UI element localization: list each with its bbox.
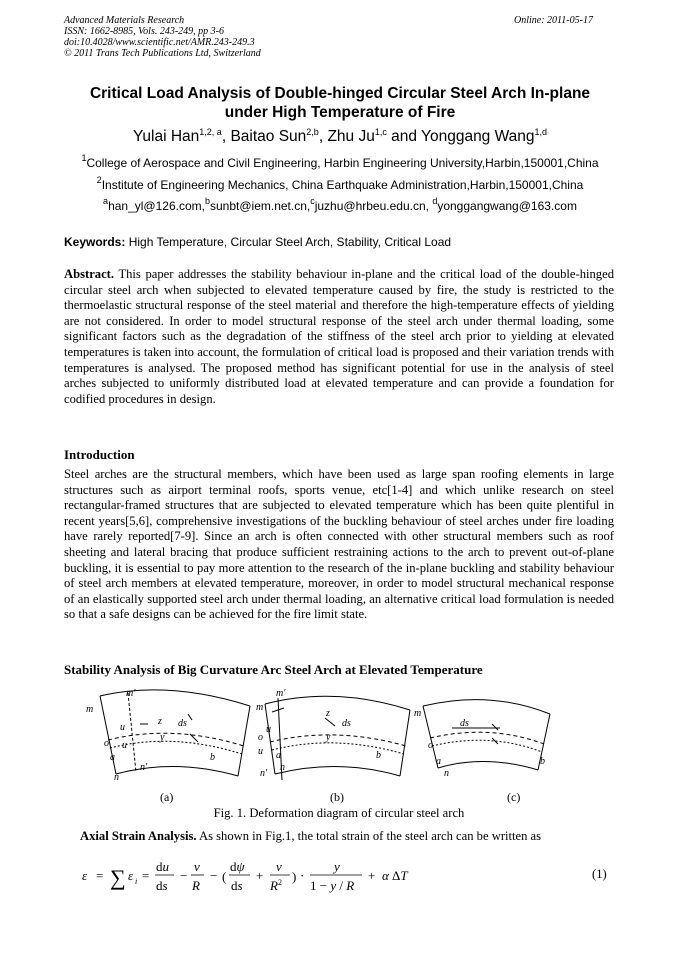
abstract: [64, 267, 614, 407]
label-u: u: [120, 722, 125, 733]
svg-text:R2: $R^2$: [270, 878, 282, 893]
label-m-prime: m′: [276, 688, 286, 699]
author-separator: ,: [318, 128, 328, 145]
svg-text:∑: ∑: [110, 865, 126, 890]
label-uy: u: [122, 740, 127, 751]
email-superscript: a: [103, 196, 109, 206]
equation-1: [80, 855, 620, 900]
svg-text:ds: ds: [231, 878, 243, 893]
abstract-label: Abstract.: [64, 267, 115, 281]
author-superscript: 1,c: [374, 127, 387, 137]
label-m: m: [414, 708, 422, 719]
author-name: Zhu Ju: [327, 128, 375, 145]
svg-text:+: +: [256, 868, 264, 883]
label-n: n: [280, 762, 285, 773]
label-a: a: [276, 750, 281, 761]
author-name: Yulai Han: [132, 128, 200, 145]
label-n: n: [444, 768, 449, 779]
label-uy: u: [258, 746, 263, 757]
author-superscript: 1,d: [534, 127, 548, 137]
email-link[interactable]: sunbt@iem.net.cn,: [209, 199, 311, 213]
issn-line: ISSN: 1662-8985, Vols. 243-249, pp 3-6: [64, 26, 224, 37]
label-b: b: [210, 752, 215, 763]
axial-text: As shown in Fig.1, the total strain of the steel arch can be written as: [196, 829, 542, 843]
online-date: Online: 2011-05-17: [514, 15, 593, 26]
svg-text:v: v: [276, 859, 282, 874]
author-superscript: 1,2, a: [199, 127, 222, 137]
svg-text:−: −: [180, 868, 188, 883]
label-ds: ds: [342, 718, 351, 729]
email-list: [40, 196, 640, 214]
svg-text:ds: ds: [156, 878, 168, 893]
author-name: Yonggang Wang: [421, 128, 535, 145]
axial-label: Axial Strain Analysis.: [80, 829, 197, 843]
affiliation-2: [40, 175, 640, 193]
label-z: z: [326, 708, 330, 719]
svg-text:ε: ε: [128, 868, 134, 883]
svg-text:du: du: [156, 859, 169, 874]
label-m: m: [86, 704, 94, 715]
email-superscript: b: [204, 196, 210, 206]
doi-line: doi:10.4028/www.scientific.net/AMR.243-249.3: [64, 37, 255, 48]
intro-text: Steel arches are the structural members, which have been used as large span roofing elements in large structures such as airport terminal roofs, sports venue, etc[1-4] and which unlike research on steel rectangular-framed structures that are subjected to elevated temperature which has been quite plentiful in recent years[5,6], comprehensive investigations of the buckling behaviour of steel arches under fire loading have rarely reported[7-9]. Since an arch is often connected with other structural members such as roof sheeting and lateral bracing that produce sufficient restraining actions to the arch to prevent out-of-plane buckling, it is essential to pay more attention to the research of the in-plane buckling and stability behaviour of steel arch members at elevated temperature, moreover, in order to model structural mechanical response of an elastically supported steel arch under thermal loading, an alternative critical load formulation is needed so that a safe designs can be achieved for the fire limit state.: [64, 467, 614, 622]
label-u: u: [266, 724, 271, 735]
svg-text:·: ·: [300, 868, 305, 883]
email-link[interactable]: yonggangwang@163.com: [437, 199, 577, 213]
equation-number: (1): [592, 867, 607, 881]
label-y: y: [326, 732, 331, 743]
section-heading: Stability Analysis of Big Curvature Arc Steel Arch at Elevated Temperature: [64, 662, 483, 677]
axial-strain-paragraph: [80, 829, 541, 844]
author-list: [40, 128, 640, 146]
keywords: [64, 235, 451, 249]
svg-text:ΔT: ΔT: [392, 868, 408, 883]
svg-text:R: R: [192, 878, 200, 893]
affiliation-superscript: 1: [81, 153, 87, 163]
label-z: z: [158, 716, 162, 727]
label-ds: ds: [178, 718, 187, 729]
svg-text:): ): [292, 869, 297, 884]
svg-text:=: =: [142, 868, 150, 883]
subfig-label-c: (c): [507, 790, 521, 804]
intro-heading: Introduction: [64, 447, 135, 462]
subfig-c-arch: [423, 700, 550, 770]
label-n: n: [114, 772, 119, 783]
svg-text:dψ: dψ: [230, 859, 245, 874]
label-a: a: [110, 752, 115, 763]
figure-caption: Fig. 1. Deformation diagram of circular steel arch: [213, 806, 465, 820]
journal-header: [64, 15, 261, 59]
email-superscript: d: [432, 196, 438, 206]
label-m-prime: m′: [126, 688, 136, 699]
copyright-line: © 2011 Trans Tech Publications Ltd, Switzerland: [64, 48, 261, 59]
abstract-text: This paper addresses the stability behaviour in-plane and the critical load of the double-hinged circular steel arch when subjected to elevated temperature caused by fire, the study is restricted to the thermoelastic structural response of the steel material and therefore the high-temperature effects of yielding are not considered. In order to model structural response of the steel arch under thermal loading, some significant factors such as the degradation of the stiffness of the steel arch prior to yielding at elevated temperatures is taken into account, the formulation of critical load is proposed and their variation trends with temperatures is analysed. The proposed method has significant potential for use in the analysis of steel arches subjected to uniformly distributed load at elevated temperature and can provide a foundation for codified procedures in design.: [64, 267, 614, 406]
label-o: o: [428, 740, 433, 751]
label-m: m: [256, 702, 264, 713]
label-b: b: [376, 750, 381, 761]
author-superscript: 2,b: [306, 127, 319, 137]
svg-text:ε: ε: [82, 868, 88, 883]
label-n-prime: n′: [140, 762, 148, 773]
svg-text:i: i: [135, 877, 138, 886]
subfig-label-b: (b): [330, 790, 344, 804]
svg-text:(: (: [222, 869, 227, 884]
svg-text:v: v: [194, 859, 200, 874]
paper-title: [60, 84, 620, 122]
label-ds: ds: [460, 718, 469, 729]
journal-name: Advanced Materials Research: [64, 15, 185, 26]
author-separator: and: [386, 128, 422, 145]
subfig-label-a: (a): [160, 790, 174, 804]
label-y: y: [160, 732, 165, 743]
affiliation-text: College of Aerospace and Civil Engineering, Harbin Engineering University,Harbin,150001,China: [86, 156, 599, 170]
author-name: Baitao Sun: [230, 128, 307, 145]
label-o: o: [104, 738, 109, 749]
title-line-2: under High Temperature of Fire: [224, 104, 456, 121]
deformation-diagram: [80, 684, 600, 796]
affiliation-superscript: 2: [96, 175, 102, 185]
svg-text:y: y: [334, 859, 340, 874]
svg-text:α: α: [382, 868, 389, 883]
keywords-label: Keywords:: [64, 235, 126, 249]
label-n-prime: n′: [260, 768, 268, 779]
svg-text:=: =: [96, 868, 104, 883]
email-link[interactable]: han_yl@126.com,: [108, 199, 205, 213]
label-a: a: [436, 756, 441, 767]
label-o: o: [258, 732, 263, 743]
svg-text:1 − y / R: 1 − y / R: [310, 878, 355, 893]
svg-text:+: +: [368, 868, 376, 883]
subfig-b-arch: [265, 696, 410, 780]
label-b: b: [540, 756, 545, 767]
author-separator: ,: [221, 128, 231, 145]
svg-text:−: −: [210, 868, 218, 883]
email-link[interactable]: juzhu@hrbeu.edu.cn,: [314, 199, 433, 213]
affiliation-text: Institute of Engineering Mechanics, China Earthquake Administration,Harbin,150001,China: [101, 178, 584, 192]
title-line-1: Critical Load Analysis of Double-hinged Circular Steel Arch In-plane: [89, 85, 591, 102]
email-superscript: c: [310, 196, 315, 206]
keywords-text: High Temperature, Circular Steel Arch, Stability, Critical Load: [125, 235, 452, 249]
affiliation-1: [40, 153, 640, 171]
